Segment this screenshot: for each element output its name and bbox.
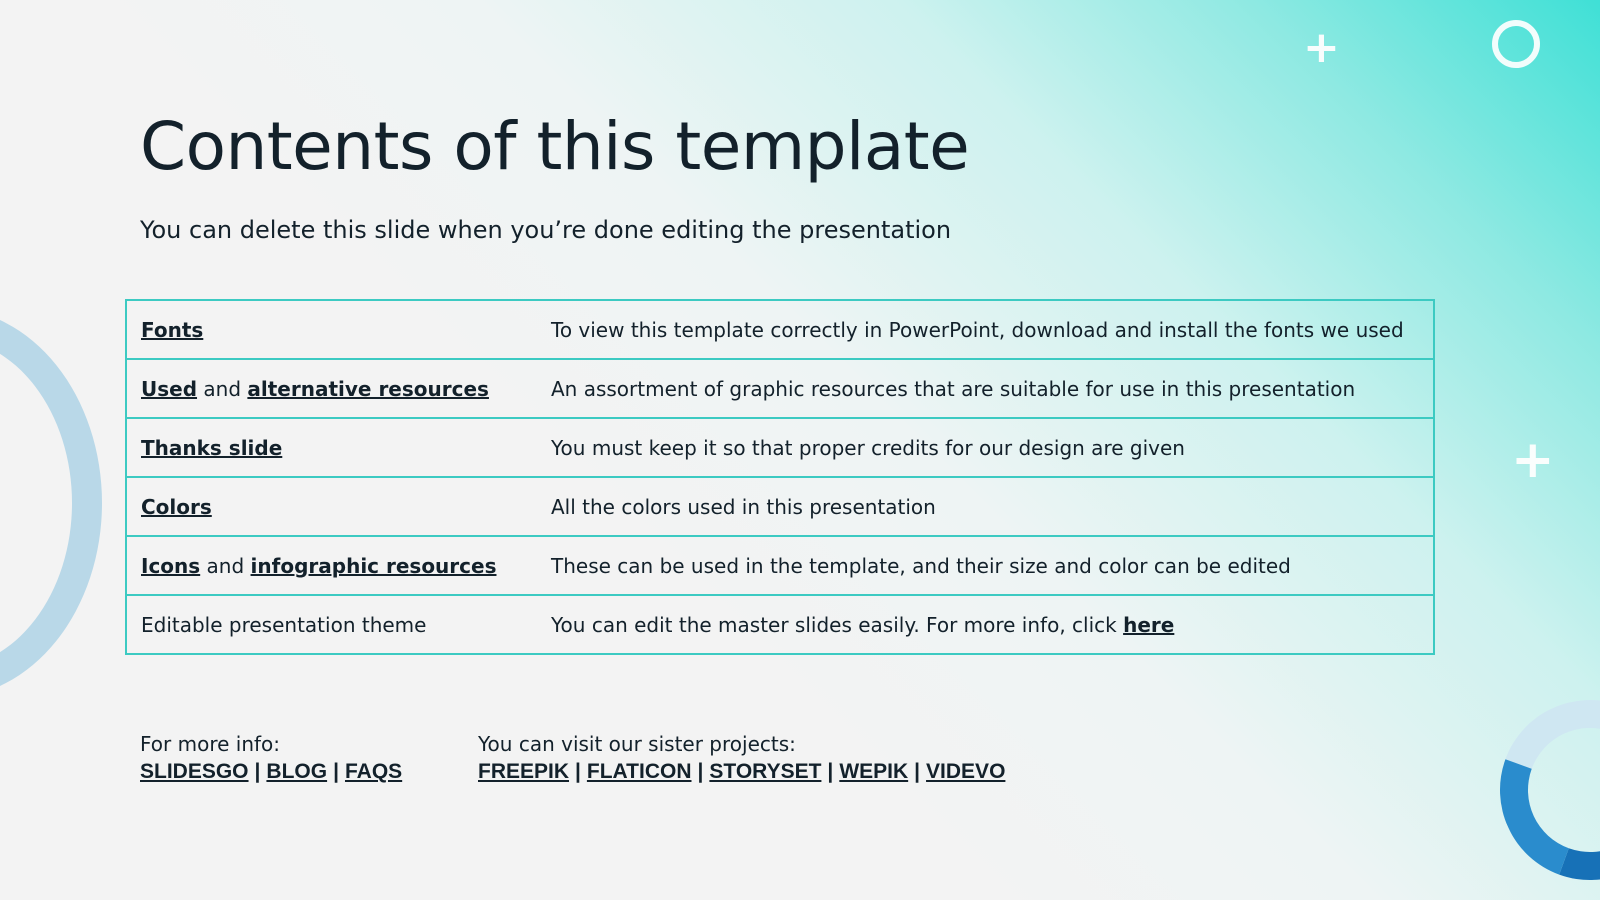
arc-decoration-left <box>0 308 102 698</box>
fonts-link[interactable]: Fonts <box>141 317 204 342</box>
faqs-link[interactable]: FAQS <box>344 760 403 783</box>
icons-link[interactable]: Icons <box>141 553 201 578</box>
and-text: and <box>206 553 245 578</box>
more-info-block: For more info: SLIDESGO | BLOG | FAQS <box>140 732 403 783</box>
alternative-resources-link[interactable]: alternative resources <box>247 376 489 401</box>
table-row <box>126 477 1434 536</box>
more-info-label: For more info: <box>140 732 281 756</box>
wepik-link[interactable]: WEPIK <box>839 760 909 783</box>
table-row <box>126 418 1434 477</box>
arc-decoration-right <box>1500 700 1600 900</box>
row-description: To view this template correctly in PowerPoint, download and install the fonts we used <box>537 300 1434 359</box>
page-title: Contents of this template <box>140 108 970 185</box>
page-subtitle: You can delete this slide when you’re done editing the presentation <box>140 216 952 244</box>
row-description: All the colors used in this presentation <box>537 477 1434 536</box>
flaticon-link[interactable]: FLATICON <box>586 760 692 783</box>
editable-theme-label: Editable presentation theme <box>126 595 537 654</box>
sister-projects-block: You can visit our sister projects: FREEPIK | FLATICON | STORYSET | WEPIK | VIDEVO <box>478 732 1006 783</box>
table-row <box>126 359 1434 418</box>
plus-icon-top: + <box>1303 22 1340 73</box>
table-row <box>126 536 1434 595</box>
table-row <box>126 595 1434 654</box>
thanks-slide-link[interactable]: Thanks slide <box>141 435 283 460</box>
row-description: These can be used in the template, and their size and color can be edited <box>537 536 1434 595</box>
plus-icon-right: + <box>1511 430 1555 490</box>
freepik-link[interactable]: FREEPIK <box>478 760 570 783</box>
used-resources-link[interactable]: Used <box>141 376 198 401</box>
row-description: You must keep it so that proper credits for our design are given <box>537 418 1434 477</box>
and-text: and <box>203 376 242 401</box>
here-link[interactable]: here <box>1123 612 1175 637</box>
row-description: An assortment of graphic resources that are suitable for use in this presentation <box>537 359 1434 418</box>
ring-icon <box>1492 20 1540 68</box>
storyset-link[interactable]: STORYSET <box>709 760 822 783</box>
videvo-link[interactable]: VIDEVO <box>926 760 1006 783</box>
sister-projects-label: You can visit our sister projects: <box>478 732 796 756</box>
row-description: You can edit the master slides easily. For more info, click <box>551 612 1117 637</box>
colors-link[interactable]: Colors <box>141 494 212 519</box>
table-row <box>126 300 1434 359</box>
contents-table <box>125 299 1435 655</box>
blog-link[interactable]: BLOG <box>266 760 328 783</box>
infographic-resources-link[interactable]: infographic resources <box>250 553 497 578</box>
slidesgo-link[interactable]: SLIDESGO <box>140 760 249 783</box>
